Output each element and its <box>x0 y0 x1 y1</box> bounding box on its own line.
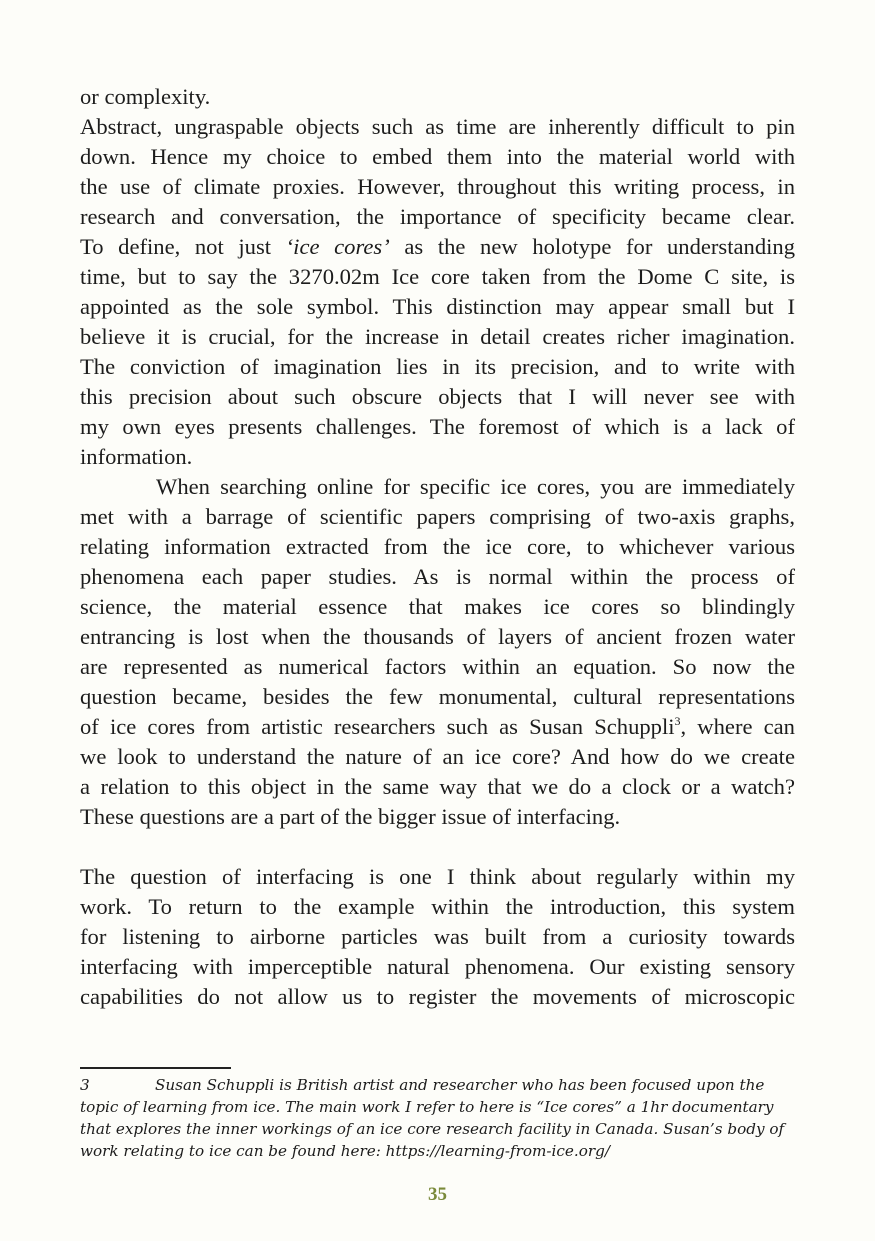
body-line: are represented as numerical factors within an equation. So now the <box>80 654 795 679</box>
page-number: 35 <box>428 1184 447 1205</box>
body-line: the use of climate proxies. However, throughout this writing process, in <box>80 174 795 199</box>
body-line: time, but to say the 3270.02m Ice core taken from the Dome C site, is <box>80 264 795 289</box>
body-line: These questions are a part of the bigger issue of interfacing. <box>80 804 621 829</box>
body-line: appointed as the sole symbol. This distinction may appear small but I <box>80 294 795 319</box>
body-line: a relation to this object in the same way that we do a clock or a watch? <box>80 774 795 799</box>
body-line: down. Hence my choice to embed them into the material world with <box>80 144 795 169</box>
body-line: information. <box>80 444 193 469</box>
body-line: relating information extracted from the ice core, to whichever various <box>80 534 795 559</box>
body-line: science, the material essence that makes ice cores so blindingly <box>80 594 795 619</box>
body-line: met with a barrage of scientific papers comprising of two-axis graphs, <box>80 504 795 529</box>
body-line: interfacing with imperceptible natural phenomena. Our existing sensory <box>80 954 795 979</box>
body-line: or complexity. <box>80 84 211 109</box>
body-line: capabilities do not allow us to register the movements of microscopic <box>80 984 795 1009</box>
footnote-divider <box>80 1067 231 1069</box>
body-line: this precision about such obscure objects that I will never see with <box>80 384 795 409</box>
body-line: for listening to airborne particles was built from a curiosity towards <box>80 924 795 949</box>
body-line: question became, besides the few monumental, cultural representations <box>80 684 795 709</box>
body-line: my own eyes presents challenges. The foremost of which is a lack of <box>80 414 795 439</box>
body-line: The question of interfacing is one I think about regularly within my <box>80 864 795 889</box>
italic-term: ‘ice cores’ <box>285 234 390 259</box>
body-line-with-italic <box>80 232 795 262</box>
body-line: entrancing is lost when the thousands of layers of ancient frozen water <box>80 624 795 649</box>
body-line: work. To return to the example within the introduction, this system <box>80 894 795 919</box>
body-line: When searching online for specific ice cores, you are immediately <box>156 474 795 499</box>
footnote-reference[interactable]: 3 <box>674 714 681 728</box>
body-text: , where can <box>680 714 795 739</box>
body-line: Abstract, ungraspable objects such as time are inherently difficult to pin <box>80 114 795 139</box>
body-line: phenomena each paper studies. As is normal within the process of <box>80 564 795 589</box>
footnote-line: Susan Schuppli is British artist and researcher who has been focused upon the <box>155 1076 765 1094</box>
body-line: we look to understand the nature of an ice core? And how do we create <box>80 744 795 769</box>
body-text: To define, not just <box>80 234 286 259</box>
footnote-line: topic of learning from ice. The main work I refer to here is “Ice cores” a 1hr documentary <box>80 1098 774 1116</box>
body-line: The conviction of imagination lies in its precision, and to write with <box>80 354 795 379</box>
body-line: believe it is crucial, for the increase in detail creates richer imagination. <box>80 324 795 349</box>
footnote-line: that explores the inner workings of an ice core research facility in Canada. Susan’s body of <box>80 1120 785 1138</box>
body-line-with-footnote-ref <box>80 712 795 742</box>
body-text: as the new holotype for understanding <box>389 234 795 259</box>
footnote-number: 3 <box>80 1076 90 1094</box>
body-line: research and conversation, the importance of specificity became clear. <box>80 204 795 229</box>
body-text: of ice cores from artistic researchers such as Susan Schuppli <box>80 714 675 739</box>
footnote-line: work relating to ice can be found here: https://learning-from-ice.org/ <box>80 1142 610 1160</box>
